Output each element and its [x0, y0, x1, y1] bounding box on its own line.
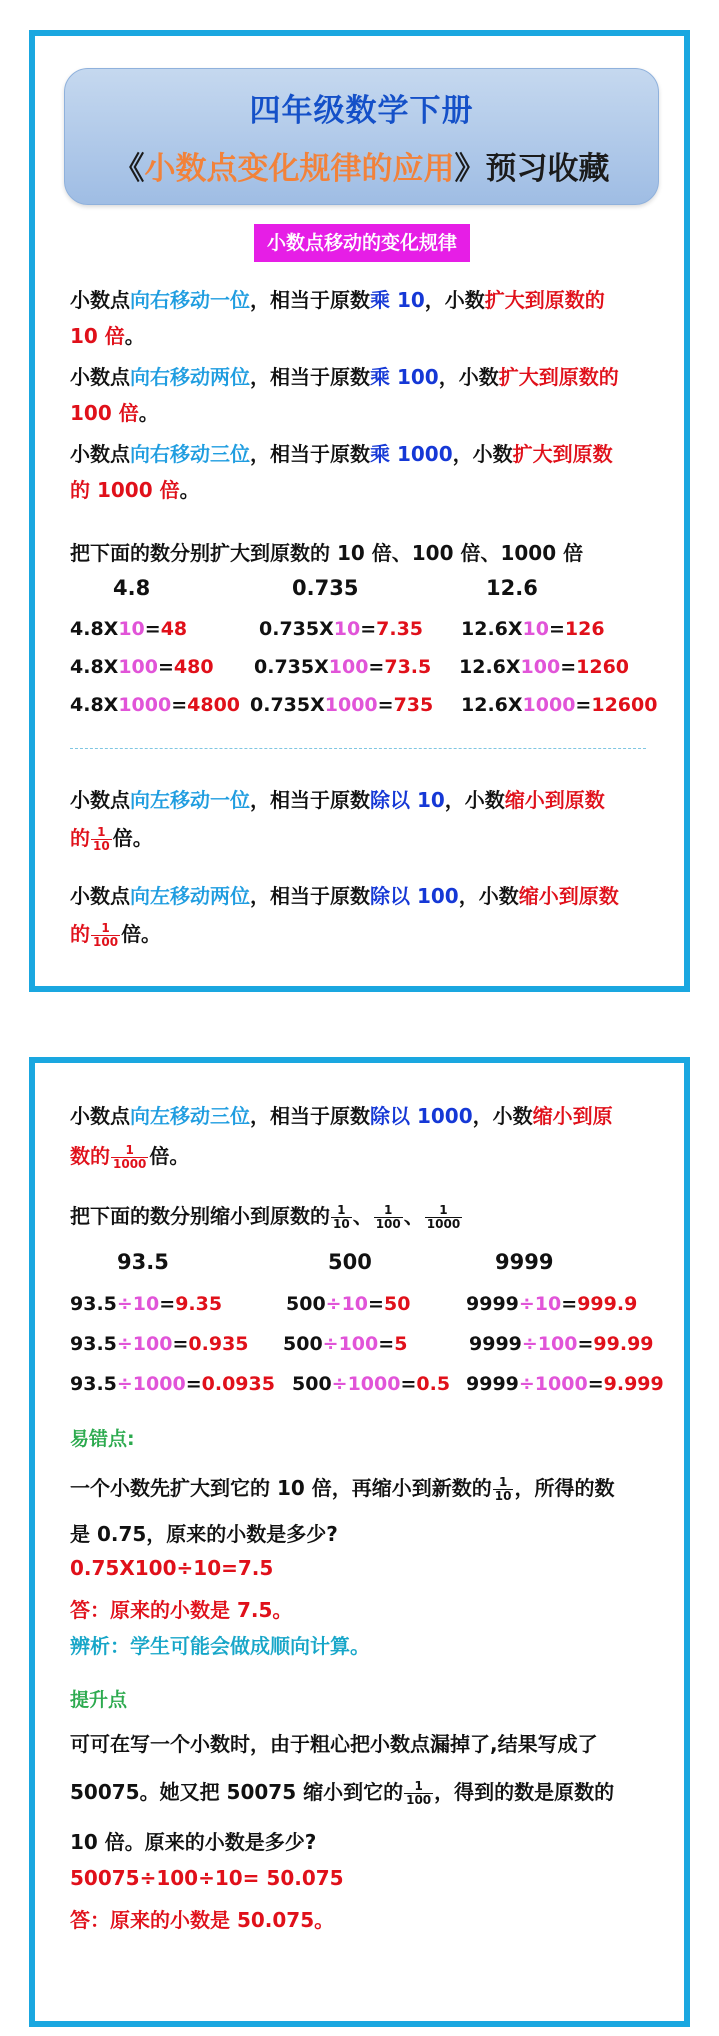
calc-item: 500÷10=50: [286, 1293, 411, 1315]
mistake-analysis: 辨析：学生可能会做成顺向计算。: [70, 1634, 370, 1658]
rule3-line2: 的 1000 倍。: [70, 478, 200, 502]
calc-item: 93.5÷1000=0.0935: [70, 1373, 275, 1395]
calc-item: 4.8X1000=4800: [70, 694, 241, 716]
calc-item: 93.5÷10=9.35: [70, 1293, 223, 1315]
exercise1-number: 4.8: [113, 576, 151, 600]
title-highlight: 小数点变化规律的应用: [144, 151, 455, 187]
mistake-question-line1: 一个小数先扩大到它的 10 倍，再缩小到新数的 $\frac{1}{10}$ ，所得的数: [70, 1475, 615, 1503]
fraction: $\frac{1}{10}$: [93, 825, 110, 853]
title-line2: 《小数点变化规律的应用》预习收藏: [113, 151, 610, 187]
title-line1: 四年级数学下册: [249, 93, 474, 129]
calc-item: 0.735X100=73.5: [254, 656, 432, 678]
calc-item: 12.6X10=126: [461, 618, 605, 640]
improve-answer: 答：原来的小数是 50.075。: [70, 1908, 335, 1932]
exercise2-number: 9999: [495, 1250, 554, 1274]
exercise2-prompt: 把下面的数分别缩小到原数的 $\frac{1}{10}$ 、 $\frac{1}{100}$ 、 $\frac{1}{1000}$: [70, 1203, 461, 1231]
fraction: $\frac{1}{100}$: [93, 921, 119, 949]
rule1-line2: 10 倍。: [70, 324, 145, 348]
improve-question-line2: 50075。她又把 50075 缩小到它的 $\frac{1}{100}$ ，得到的数是原数的: [70, 1779, 615, 1807]
rule2-line1: 小数点向右移动两位，相当于原数乘 100，小数扩大到原数的: [70, 365, 619, 389]
calc-item: 0.735X10=7.35: [259, 618, 424, 640]
calc-item: 9999÷1000=9.999: [466, 1373, 664, 1395]
exercise1-number: 0.735: [292, 576, 359, 600]
fraction: $\frac{1}{10}$: [333, 1203, 350, 1231]
title-banner: [64, 68, 659, 205]
calc-item: 93.5÷100=0.935: [70, 1333, 249, 1355]
mistake-label: 易错点:: [70, 1428, 135, 1450]
fraction: $\frac{1}{100}$: [406, 1779, 432, 1807]
exercise1-number: 12.6: [486, 576, 538, 600]
calc-item: 12.6X100=1260: [459, 656, 630, 678]
calc-item: 9999÷100=99.99: [469, 1333, 654, 1355]
rule2-line2: 100 倍。: [70, 401, 159, 425]
calc-item: 4.8X10=48: [70, 618, 188, 640]
rule3-line1: 小数点向右移动三位，相当于原数乘 1000，小数扩大到原数: [70, 442, 613, 466]
mistake-calculation: 0.75X100÷10=7.5: [70, 1556, 274, 1580]
left2-line1: 小数点向左移动两位，相当于原数除以 100，小数缩小到原数: [70, 884, 619, 908]
exercise2-number: 93.5: [117, 1250, 169, 1274]
improve-calculation: 50075÷100÷10= 50.075: [70, 1866, 344, 1890]
exercise2-number: 500: [328, 1250, 372, 1274]
fraction: $\frac{1}{1000}$: [426, 1203, 461, 1231]
improve-question-line3: 10 倍。原来的小数是多少?: [70, 1830, 317, 1854]
rule1-line1: 小数点向右移动一位，相当于原数乘 10，小数扩大到原数的: [70, 288, 605, 312]
calc-item: 4.8X100=480: [70, 656, 214, 678]
left3-line2: 数的 $\frac{1}{1000}$ 倍。: [70, 1143, 190, 1171]
calc-item: 12.6X1000=12600: [461, 694, 658, 716]
section-badge: 小数点移动的变化规律: [254, 224, 470, 262]
exercise1-prompt: 把下面的数分别扩大到原数的 10 倍、100 倍、1000 倍: [70, 541, 584, 565]
left1-line2: 的 $\frac{1}{10}$ 倍。: [70, 825, 153, 853]
fraction: $\frac{1}{1000}$: [113, 1143, 147, 1171]
fraction: $\frac{1}{10}$: [494, 1475, 512, 1503]
calc-item: 0.735X1000=735: [250, 694, 434, 716]
improve-label: 提升点: [70, 1689, 128, 1711]
calc-item: 9999÷10=999.9: [466, 1293, 638, 1315]
divider: [70, 748, 646, 749]
calc-item: 500÷1000=0.5: [292, 1373, 451, 1395]
fraction: $\frac{1}{100}$: [375, 1203, 401, 1231]
improve-question-line1: 可可在写一个小数时，由于粗心把小数点漏掉了,结果写成了: [70, 1732, 598, 1756]
left1-line1: 小数点向左移动一位，相当于原数除以 10，小数缩小到原数: [70, 788, 605, 812]
left2-line2: 的 $\frac{1}{100}$ 倍。: [70, 921, 162, 949]
calc-item: 500÷100=5: [283, 1333, 408, 1355]
mistake-question-line2: 是 0.75，原来的小数是多少?: [70, 1522, 338, 1546]
left3-line1: 小数点向左移动三位，相当于原数除以 1000，小数缩小到原: [70, 1104, 613, 1128]
mistake-answer: 答：原来的小数是 7.5。: [70, 1598, 293, 1622]
